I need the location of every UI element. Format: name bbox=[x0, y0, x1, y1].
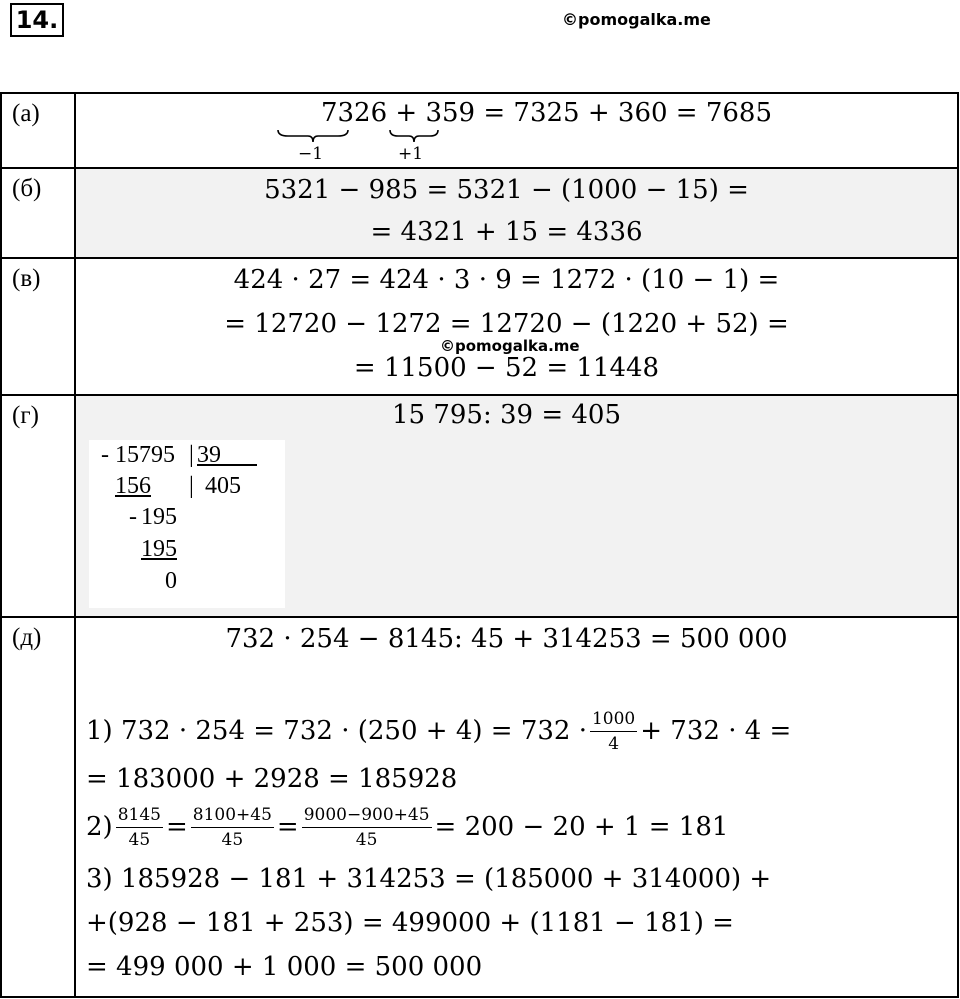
brace-label-1: −1 bbox=[298, 144, 324, 164]
step-2-line bbox=[86, 804, 957, 850]
watermark-mid: ©pomogalka.me bbox=[440, 337, 580, 355]
step-1-pre: 1) 732 · 254 = 732 · (250 + 4) = 732 · bbox=[86, 716, 587, 746]
step-3-line-2: +(928 − 181 + 253) = 499000 + (1181 − 181) = bbox=[86, 908, 734, 938]
equals-sign: = bbox=[165, 812, 188, 842]
denominator: 4 bbox=[608, 734, 620, 754]
line-1: 424 · 27 = 424 · 3 · 9 = 1272 · (10 − 1) = bbox=[233, 265, 780, 295]
row-label: (д) bbox=[2, 618, 76, 998]
row-content bbox=[76, 94, 957, 167]
line-2: = 12720 − 1272 = 12720 − (1220 + 52) = bbox=[224, 309, 789, 339]
underbrace-2 bbox=[388, 128, 440, 144]
step-3-line-3: = 499 000 + 1 000 = 500 000 bbox=[86, 952, 483, 982]
fraction-8145-45 bbox=[116, 806, 163, 849]
dividend: 15795 bbox=[115, 442, 175, 468]
line-0: 732 · 254 − 8145: 45 + 314253 = 500 000 bbox=[225, 624, 788, 654]
term-2: 359 bbox=[425, 98, 476, 128]
divisor-value: 39 bbox=[197, 442, 221, 468]
step-3-line-1: 3) 185928 − 181 + 314253 = (185000 + 314000) + bbox=[86, 864, 772, 894]
row-label: (в) bbox=[2, 259, 76, 394]
row-b bbox=[2, 169, 957, 259]
denominator: 45 bbox=[355, 830, 378, 850]
row-label: (г) bbox=[2, 396, 76, 616]
row-v bbox=[2, 259, 957, 396]
step-2-post: = 200 − 20 + 1 = 181 bbox=[434, 812, 729, 842]
step-1-line-2: = 183000 + 2928 = 185928 bbox=[86, 764, 458, 794]
term-1: 7326 bbox=[320, 98, 388, 128]
step-1-line-1 bbox=[86, 708, 957, 754]
watermark: ©pomogalka.me bbox=[562, 10, 711, 29]
row-label: (б) bbox=[2, 169, 76, 257]
row-content bbox=[76, 169, 957, 257]
row-content bbox=[76, 618, 957, 998]
numerator: 8100+45 bbox=[191, 806, 274, 828]
division-bar: | bbox=[189, 442, 194, 468]
expression bbox=[136, 98, 957, 128]
expression-rest: = 7325 + 360 = 7685 bbox=[475, 98, 773, 128]
solution-table bbox=[0, 92, 959, 998]
underbrace-1 bbox=[276, 128, 350, 144]
step-2-pre: 2) bbox=[86, 812, 113, 842]
row-d bbox=[2, 618, 957, 998]
quotient-bar: | bbox=[189, 473, 194, 499]
numerator: 1000 bbox=[590, 710, 637, 732]
line-1: 5321 − 985 = 5321 − (1000 − 15) = bbox=[264, 175, 749, 205]
denominator: 45 bbox=[221, 830, 244, 850]
remainder: 0 bbox=[165, 568, 177, 594]
fraction-9000-45 bbox=[302, 806, 432, 849]
partial-remainder: 195 bbox=[141, 504, 177, 530]
subtrahend-2: 195 bbox=[141, 536, 177, 562]
minus-sign: - bbox=[129, 504, 137, 530]
quotient: 405 bbox=[205, 473, 241, 499]
row-content bbox=[76, 396, 957, 616]
row-a bbox=[2, 94, 957, 169]
subtrahend-1: 156 bbox=[115, 473, 151, 499]
fraction-1000-4 bbox=[590, 710, 637, 753]
equals-sign: = bbox=[276, 812, 299, 842]
numerator: 8145 bbox=[116, 806, 163, 828]
step-1-post: + 732 · 4 = bbox=[640, 716, 792, 746]
denominator: 45 bbox=[128, 830, 151, 850]
line-3: = 11500 − 52 = 11448 bbox=[353, 353, 660, 383]
line-2: = 4321 + 15 = 4336 bbox=[370, 217, 643, 247]
numerator: 9000−900+45 bbox=[302, 806, 432, 828]
line-1: 15 795: 39 = 405 bbox=[391, 400, 622, 430]
minus-sign: - bbox=[101, 442, 109, 468]
task-number: 14. bbox=[10, 3, 64, 37]
row-g bbox=[2, 396, 957, 618]
divisor bbox=[197, 442, 257, 469]
fraction-8100-45 bbox=[191, 806, 274, 849]
brace-label-2: +1 bbox=[398, 144, 424, 164]
row-content bbox=[76, 259, 957, 394]
row-label: (а) bbox=[2, 94, 76, 167]
long-division bbox=[89, 440, 285, 608]
plus-sign: + bbox=[395, 98, 418, 128]
